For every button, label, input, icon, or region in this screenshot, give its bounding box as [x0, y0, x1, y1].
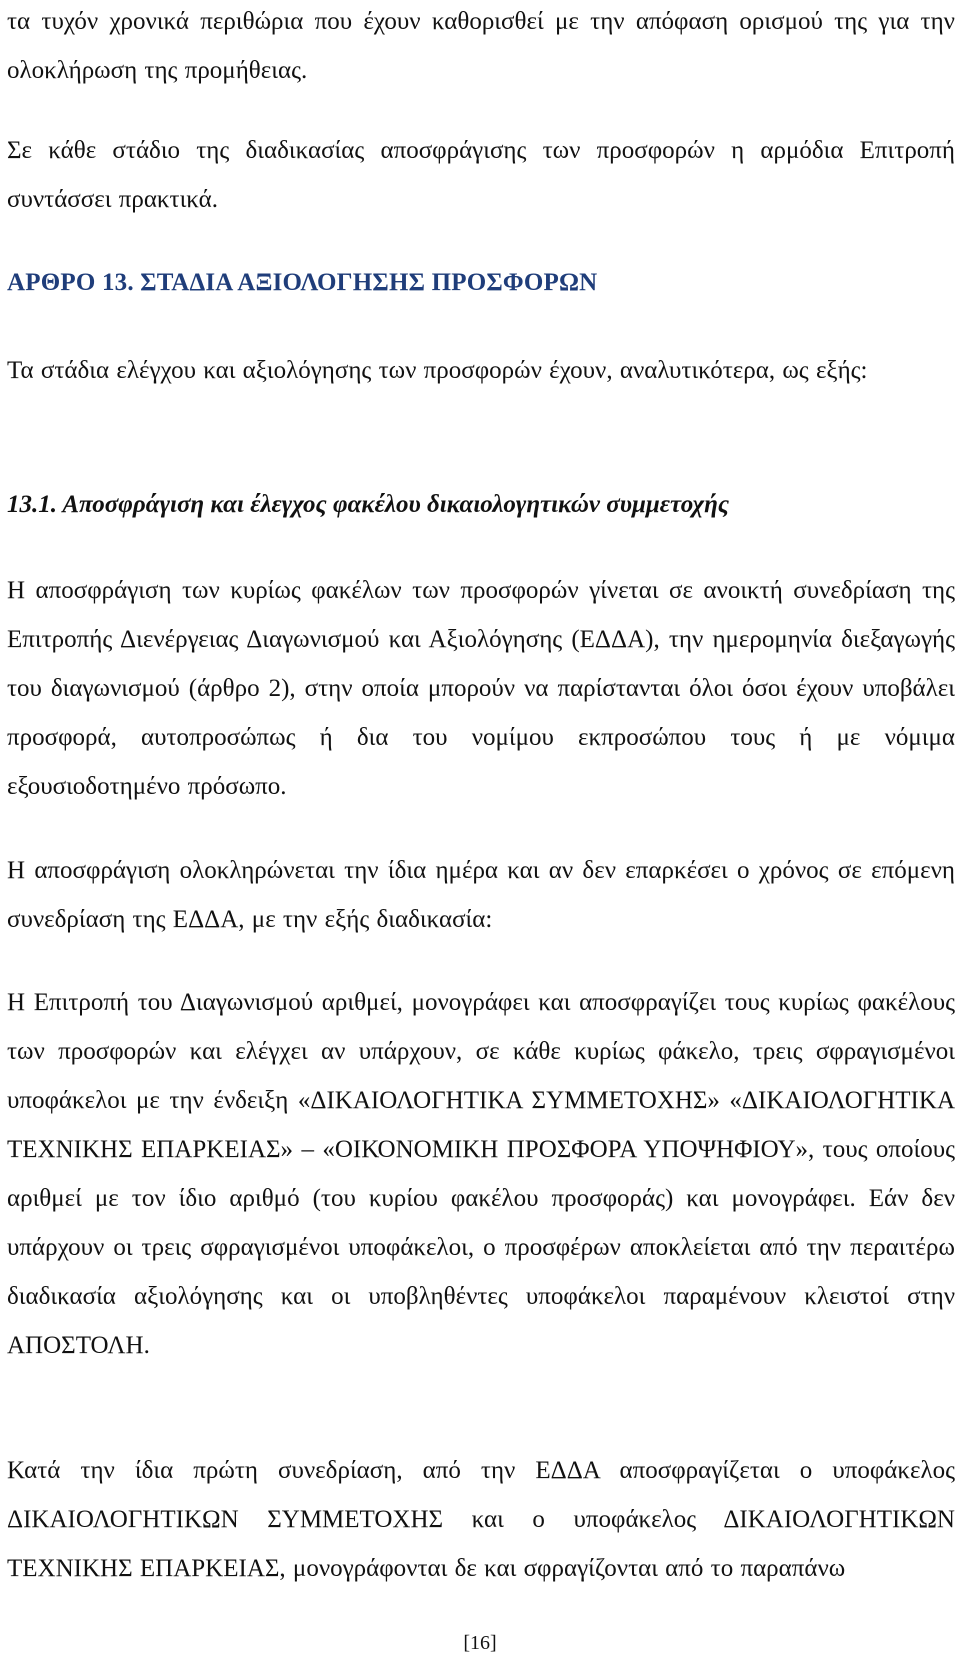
paragraph-continuation: τα τυχόν χρονικά περιθώρια που έχουν καθορισθεί με την απόφαση ορισμού της για την ολοκλήρωση της προμήθειας.: [7, 8, 955, 84]
paragraph-first-session: Κατά την ίδια πρώτη συνεδρίαση, από την ΕΔΔΑ αποσφραγίζεται ο υποφάκελος ΔΙΚΑΙΟΛΟΓΗΤΙΚΩΝ ΣΥΜΜΕΤΟΧΗΣ και ο υποφάκελος ΔΙΚΑΙΟΛΟΓΗΤΙΚΩΝ ΤΕΧΝΙΚΗΣ ΕΠΑΡΚΕΙΑΣ, μονογράφονται δε και σφραγίζονται από το παραπάνω: [7, 1457, 955, 1582]
paragraph-procedure: Η αποσφράγιση ολοκληρώνεται την ίδια ημέρα και αν δεν επαρκέσει ο χρόνος σε επόμενη συνεδρίαση της ΕΔΔΑ, με την εξής διαδικασία:: [7, 857, 955, 933]
page-number: [16]: [463, 1632, 497, 1654]
section-heading: 13.1. Αποσφράγιση και έλεγχος φακέλου δικαιολογητικών συμμετοχής: [7, 491, 730, 518]
article-heading: ΑΡΘΡΟ 13. ΣΤΑΔΙΑ ΑΞΙΟΛΟΓΗΣΗΣ ΠΡΟΣΦΟΡΩΝ: [7, 269, 598, 296]
paragraph-opening-session: Η αποσφράγιση των κυρίως φακέλων των προσφορών γίνεται σε ανοικτή συνεδρίαση της Επιτροπής Διενέργειας Διαγωνισμού και Αξιολόγησης (ΕΔΔΑ), την ημερομηνία διεξαγωγής του διαγωνισμού (άρθρο 2), στην οποία μπορούν να παρίστανται όλοι όσοι έχουν υποβάλει προσφορά, αυτοπροσώπως ή δια του νομίμου εκπροσώπου τους ή με νόμιμα εξουσιοδοτημένο πρόσωπο.: [7, 577, 955, 800]
paragraph-stages-intro: Τα στάδια ελέγχου και αξιολόγησης των προσφορών έχουν, αναλυτικότερα, ως εξής:: [7, 357, 868, 384]
paragraph-envelopes: Η Επιτροπή του Διαγωνισμού αριθμεί, μονογράφει και αποσφραγίζει τους κυρίως φακέλους των προσφορών και ελέγχει αν υπάρχουν, σε κάθε κυρίως φάκελο, τρεις σφραγισμένοι υποφάκελοι με την ένδειξη «ΔΙΚΑΙΟΛΟΓΗΤΙΚΑ ΣΥΜΜΕΤΟΧΗΣ» «ΔΙΚΑΙΟΛΟΓΗΤΙΚΑ ΤΕΧΝΙΚΗΣ ΕΠΑΡΚΕΙΑΣ» – «ΟΙΚΟΝΟΜΙΚΗ ΠΡΟΣΦΟΡΑ ΥΠΟΨΗΦΙΟΥ», τους οποίους αριθμεί με τον ίδιο αριθμό (του κυρίου φακέλου προσφοράς) και μονογράφει. Εάν δεν υπάρχουν οι τρεις σφραγισμένοι υποφάκελοι, ο προσφέρων αποκλείεται από την περαιτέρω διαδικασία αξιολόγησης και οι υποβληθέντες υποφάκελοι παραμένουν κλειστοί στην ΑΠΟΣΤΟΛΗ.: [7, 989, 955, 1359]
paragraph-minutes: Σε κάθε στάδιο της διαδικασίας αποσφράγισης των προσφορών η αρμόδια Επιτροπή συντάσσει πρακτικά.: [7, 137, 955, 213]
